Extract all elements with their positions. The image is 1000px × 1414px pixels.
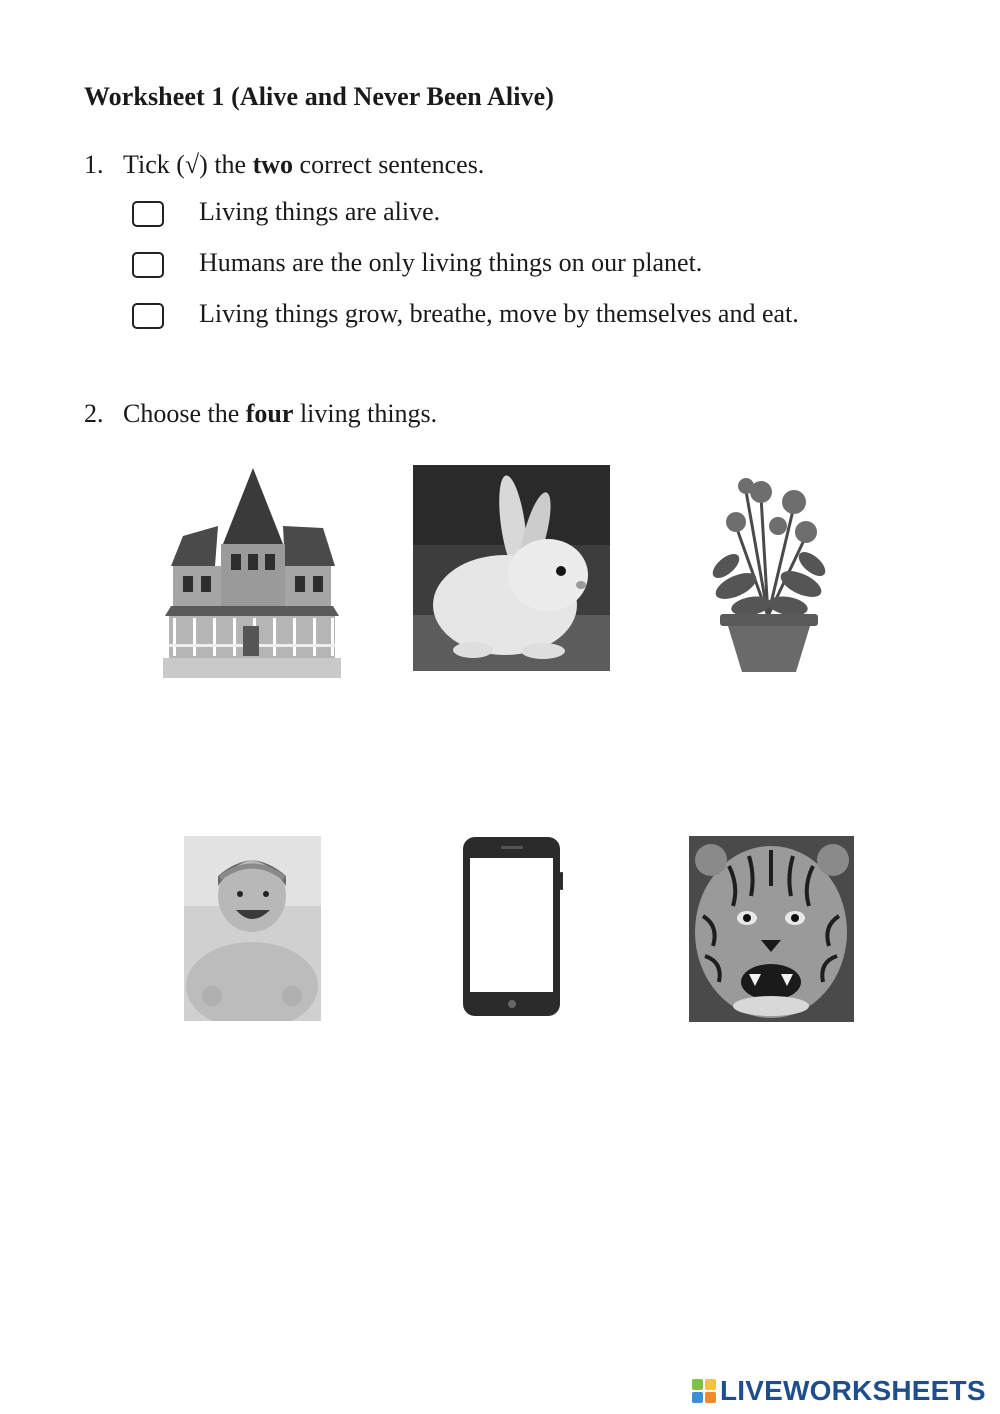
- tiger-picture[interactable]: [689, 836, 854, 1022]
- baby-picture[interactable]: [184, 836, 321, 1021]
- question-1-prompt: [84, 150, 484, 180]
- option-label: Living things are alive.: [199, 197, 441, 226]
- question-2-prompt: [84, 399, 437, 429]
- page-title: Worksheet 1 (Alive and Never Been Alive): [84, 82, 555, 111]
- question-text: correct sentences.: [293, 150, 485, 179]
- logo-square-orange: [705, 1392, 716, 1403]
- logo-square-green: [692, 1379, 703, 1390]
- question-emphasis: two: [252, 150, 294, 179]
- checkbox-option-3[interactable]: [132, 303, 164, 329]
- liveworksheets-logo[interactable]: [692, 1374, 986, 1408]
- question-emphasis: four: [245, 399, 294, 428]
- question-text: Choose the: [123, 399, 246, 428]
- option-label: Living things grow, breathe, move by themselves and eat.: [199, 299, 799, 328]
- question-text: living things.: [293, 399, 438, 428]
- option-label: Humans are the only living things on our planet.: [199, 248, 703, 277]
- question-number: 1.: [84, 150, 104, 179]
- mobile-phone-picture[interactable]: [461, 836, 564, 1017]
- potted-flower-picture[interactable]: [706, 466, 832, 674]
- logo-square-blue: [692, 1392, 703, 1403]
- liveworksheets-logo-icon: [692, 1379, 716, 1403]
- checkbox-option-1[interactable]: [132, 201, 164, 227]
- checkbox-option-2[interactable]: [132, 252, 164, 278]
- brand-name: LIVEWORKSHEETS: [720, 1375, 986, 1406]
- logo-square-yellow: [705, 1379, 716, 1390]
- house-picture[interactable]: [163, 466, 341, 678]
- question-number: 2.: [84, 399, 104, 428]
- rabbit-picture[interactable]: [413, 465, 610, 671]
- question-text: Tick (√) the: [123, 150, 253, 179]
